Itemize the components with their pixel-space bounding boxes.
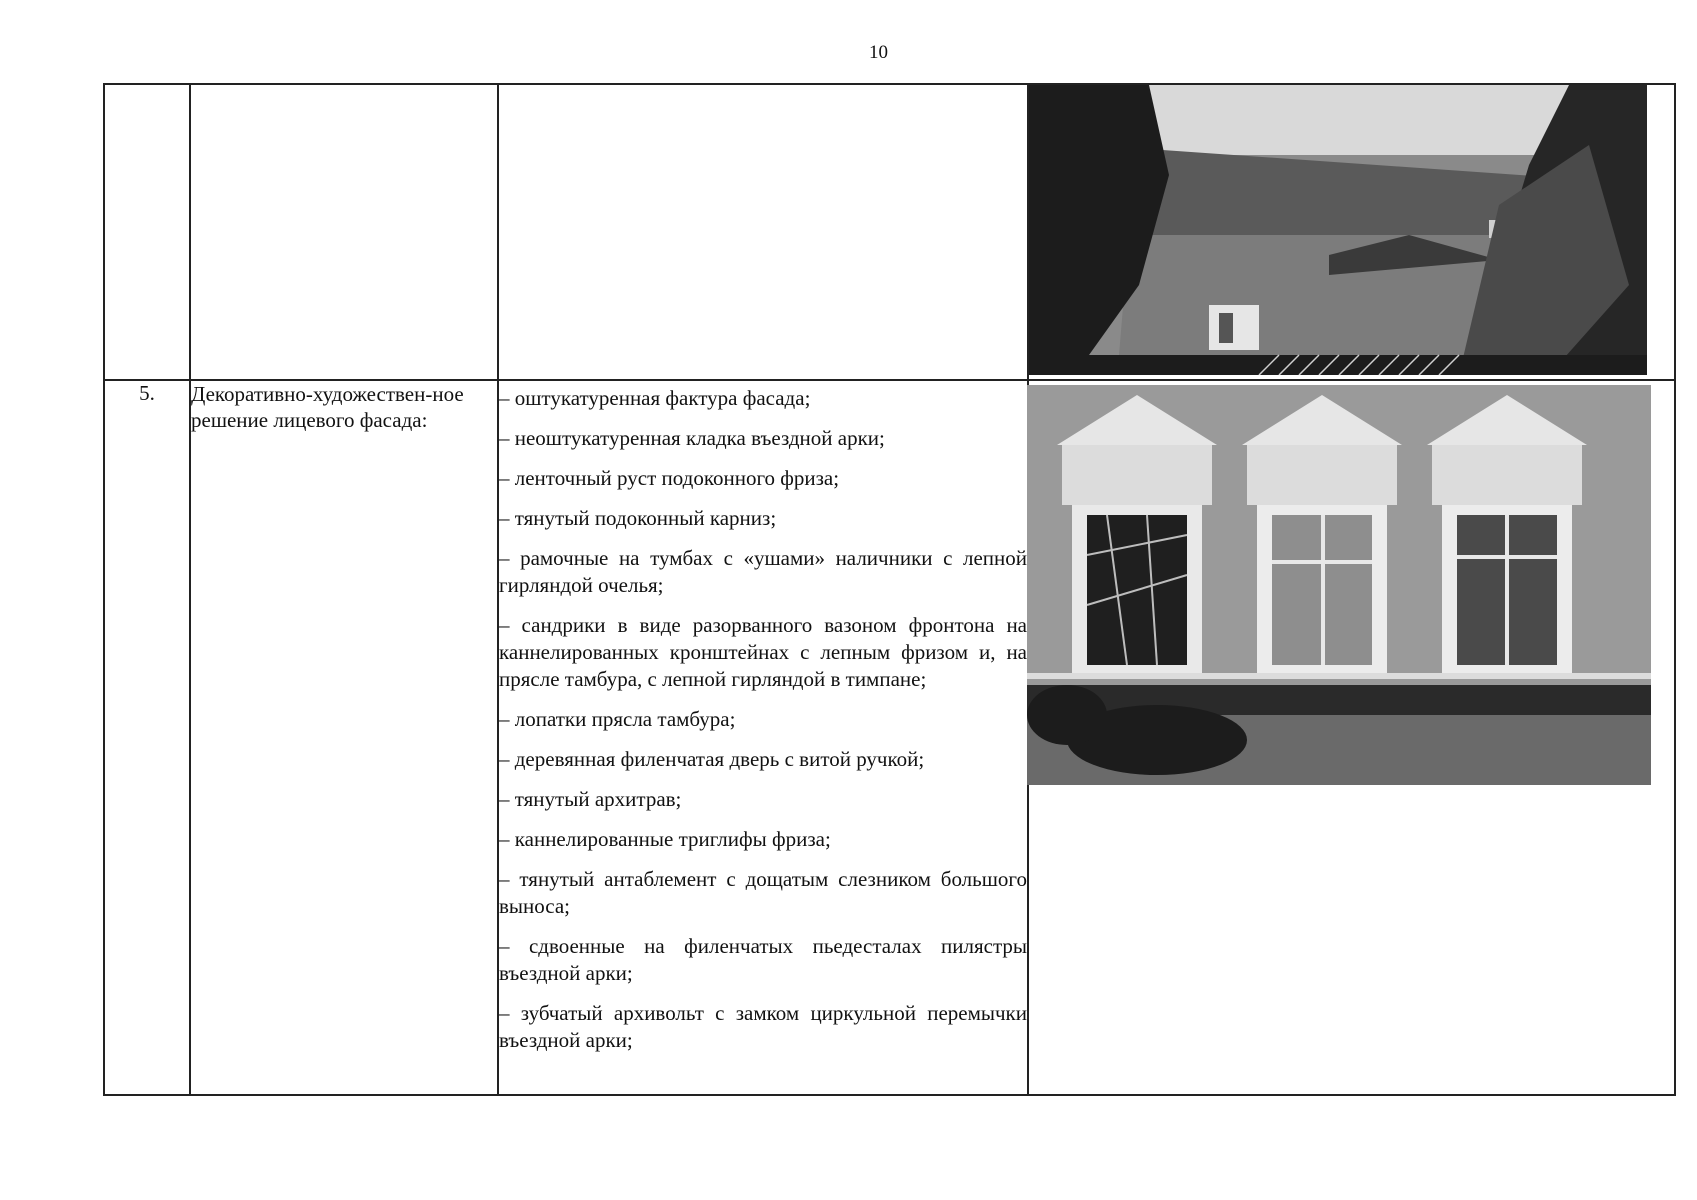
row-items-cell xyxy=(498,380,1028,1095)
window-2 xyxy=(1242,395,1402,675)
row-number-cell: 5. xyxy=(104,380,190,1095)
feature-item: – тянутый антаблемент с дощатым слезником большого выноса; xyxy=(499,867,1027,918)
feature-item: – неоштукатуренная кладка въездной арки; xyxy=(499,426,885,450)
table-row-continued xyxy=(104,84,1675,380)
row-number-cell xyxy=(104,84,190,380)
photo-cell-facade xyxy=(1028,380,1675,1095)
row-title-cell: Декоративно-художествен-ное решение лицевого фасада: xyxy=(190,380,498,1095)
facade-windows-photo xyxy=(1027,385,1651,785)
feature-item: – оштукатуренная фактура фасада; xyxy=(499,386,811,410)
feature-item: – тянутый подоконный карниз; xyxy=(499,506,777,530)
photo-cell-top xyxy=(1028,84,1675,380)
table-row-5 xyxy=(104,380,1675,1095)
feature-item: – рамочные на тумбах с «ушами» наличники с лепной гирляндой очелья; xyxy=(499,546,1027,597)
feature-item: – каннелированные триглифы фриза; xyxy=(499,827,831,851)
page-number: 10 xyxy=(869,42,888,63)
feature-item: – сдвоенные на филенчатых пьедесталах пилястры въездной арки; xyxy=(499,934,1027,985)
feature-item: – ленточный руст подоконного фриза; xyxy=(499,466,840,490)
features-table xyxy=(103,83,1676,1096)
feature-item: – деревянная филенчатая дверь с витой ручкой; xyxy=(499,747,925,771)
feature-item: – тянутый архитрав; xyxy=(499,787,682,811)
building-roof-photo xyxy=(1029,85,1647,375)
window-1 xyxy=(1057,395,1217,675)
feature-item: – зубчатый архивольт с замком циркульной перемычки въездной арки; xyxy=(499,1001,1027,1052)
window-3 xyxy=(1427,395,1587,675)
feature-item: – лопатки прясла тамбура; xyxy=(499,707,736,731)
row-items-cell xyxy=(498,84,1028,380)
feature-item: – сандрики в виде разорванного вазоном фронтона на каннелированных кронштейнах с лепным фризом и, на прясле тамбура, с лепной гирляндой в тимпане; xyxy=(499,613,1027,691)
row-title-cell xyxy=(190,84,498,380)
